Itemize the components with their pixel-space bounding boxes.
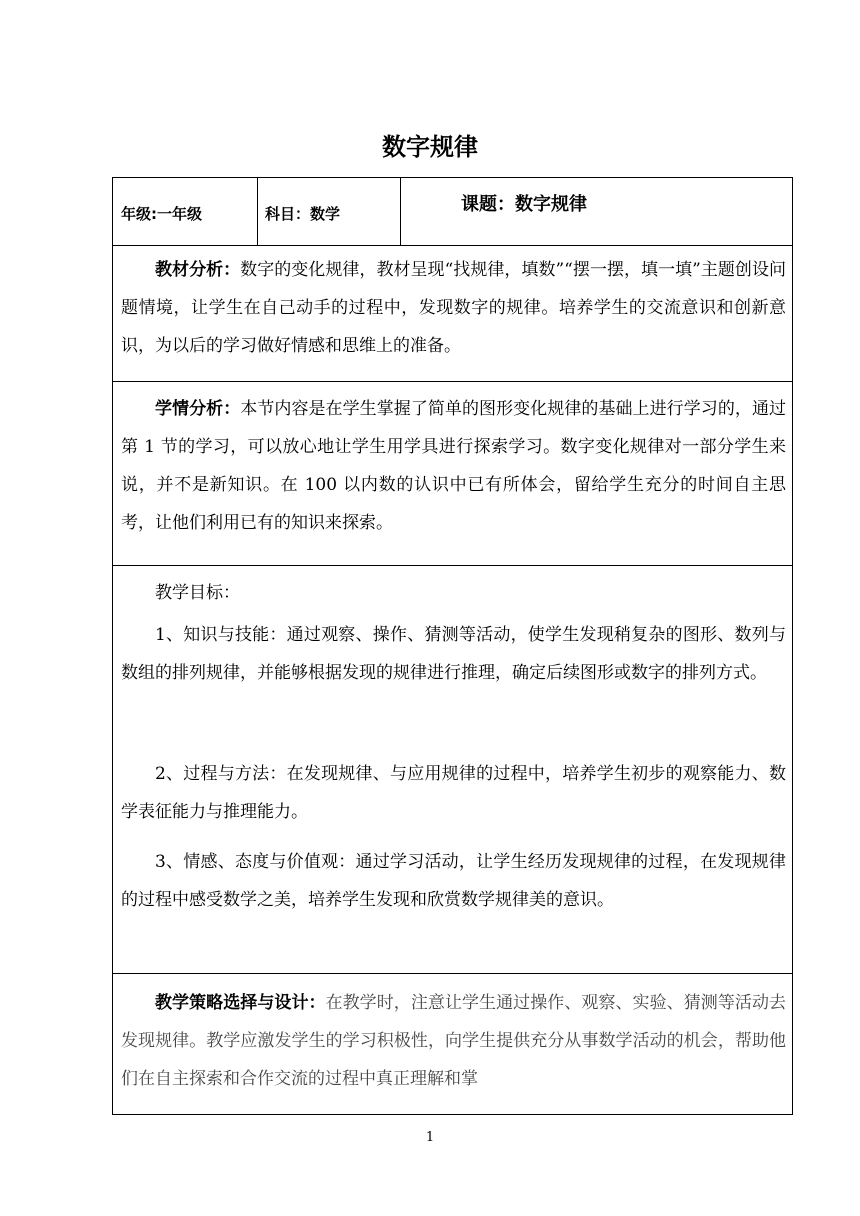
material-analysis-label: 教材分析：: [155, 260, 241, 280]
row-divider: [113, 245, 792, 246]
subject-cell: 科目：数学: [265, 205, 341, 223]
material-analysis-section: [121, 251, 786, 365]
material-analysis-text: 数字的变化规律，教材呈现“找规律，填数”“摆一摆，填一填”主题创设问题情境，让学生在自己动手的过程中，发现数字的规律。培养学生的交流意识和创新意识，为以后的学习做好情感和思维上的准备。: [121, 260, 787, 356]
document-title: 数字规律: [382, 133, 478, 161]
goal-item-emotion: 3、情感、态度与价值观：通过学习活动，让学生经历发现规律的过程，在发现规律的过程中感受数学之美，培养学生发现和欣赏数学规律美的意识。: [121, 852, 786, 910]
student-analysis-label: 学情分析：: [155, 399, 241, 419]
goals-heading: 教学目标：: [155, 583, 240, 603]
goal-item-knowledge: 1、知识与技能：通过观察、操作、猜测等活动，使学生发现稍复杂的图形、数列与数组的排列规律，并能够根据发现的规律进行推理，确定后续图形或数字的排列方式。: [121, 625, 786, 683]
goal-item-process: 2、过程与方法：在发现规律、与应用规律的过程中，培养学生初步的观察能力、数学表征能力与推理能力。: [121, 764, 786, 822]
row-divider: [113, 973, 792, 974]
topic-cell: 课题：数字规律: [461, 194, 587, 215]
strategy-text: 在教学时，注意让学生通过操作、观察、实验、猜测等活动去发现规律。教学应激发学生的学习积极性，向学生提供充分从事数学活动的机会，帮助他们在自主探索和合作交流的过程中真正理解和掌: [121, 993, 787, 1089]
strategy-section: [121, 984, 786, 1098]
grade-cell: 年级:一年级: [121, 205, 202, 223]
header-divider-1: [257, 178, 258, 245]
header-divider-2: [400, 178, 401, 245]
lesson-plan-table: [112, 177, 793, 1115]
page-number: 1: [425, 1130, 435, 1145]
row-divider: [113, 565, 792, 566]
student-analysis-text: 本节内容是在学生掌握了简单的图形变化规律的基础上进行学习的，通过第 1 节的学习，可以放心地让学生用学具进行探索学习。数字变化规律对一部分学生来说，并不是新知识。在 100 以内数的认识中已有所体会，留给学生充分的时间自主思考，让他们利用已有的知识来探索。: [121, 399, 787, 533]
strategy-label: 教学策略选择与设计：: [155, 993, 326, 1013]
row-divider: [113, 381, 792, 382]
student-analysis-section: [121, 390, 786, 542]
